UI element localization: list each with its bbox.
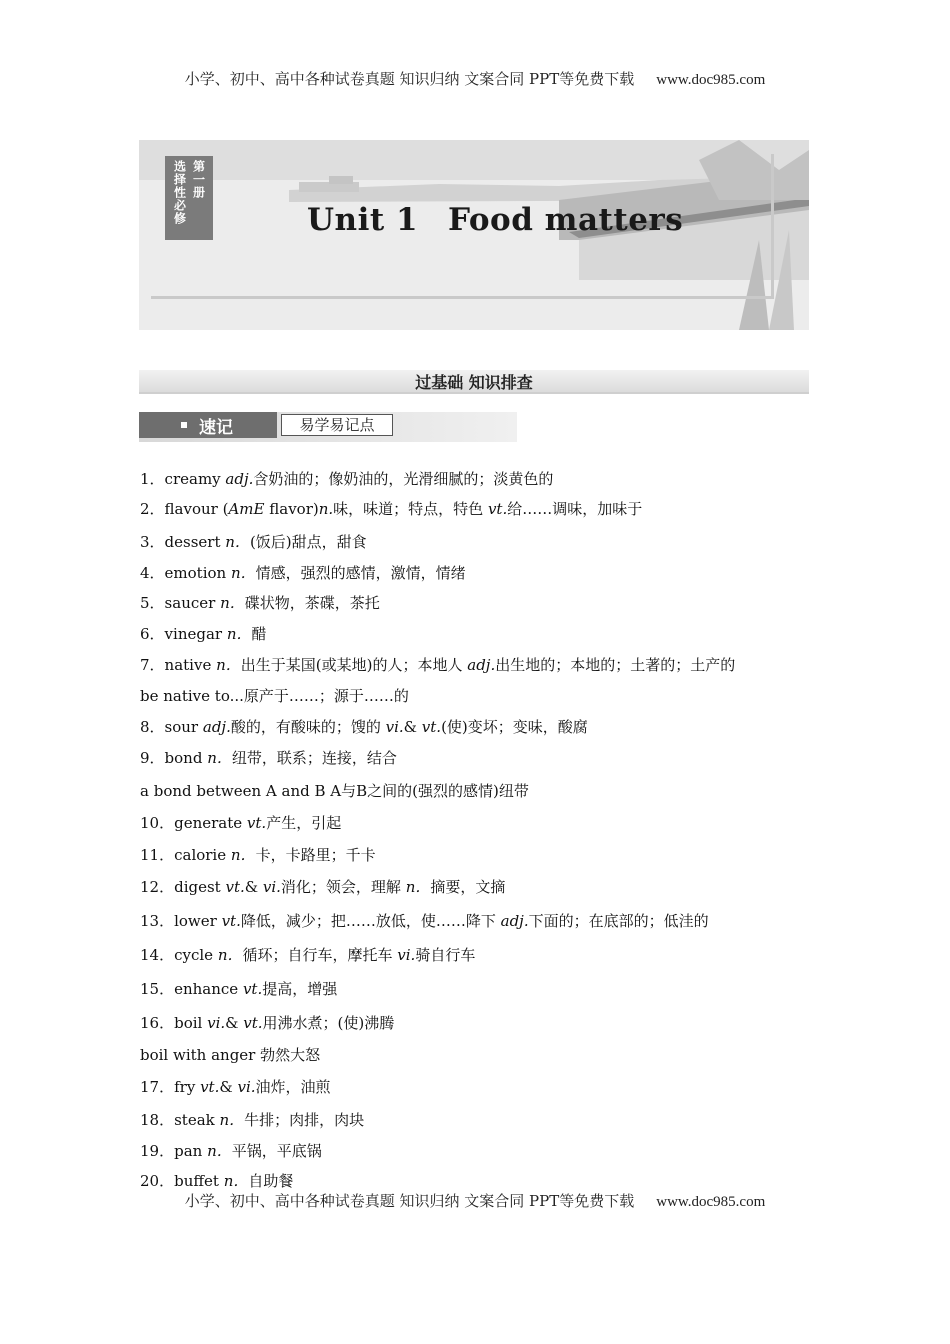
vocab-word: bond <box>164 749 208 767</box>
vocab-number: 9． <box>140 749 165 767</box>
part-of-speech: vi. <box>262 878 281 896</box>
vocab-entry <box>140 468 553 489</box>
vocab-entry <box>140 812 341 833</box>
vocab-word: creamy <box>164 470 226 488</box>
vocab-word: enhance <box>174 980 243 998</box>
part-of-speech: vt. <box>200 1078 220 1096</box>
vocab-definition: 卡，卡路里；千卡 <box>255 846 376 864</box>
vocab-number: 3． <box>140 533 165 551</box>
unit-banner <box>139 140 809 330</box>
vocab-entry <box>140 1170 293 1191</box>
vocab-definition: 纽带，联系；连接，结合 <box>231 749 397 767</box>
part-of-speech: adj. <box>500 912 529 930</box>
vocab-definition: 给……调味，加味于 <box>507 500 643 518</box>
vocab-definition: 出生地的；本地的；土著的；土产的 <box>495 656 736 674</box>
section-title: 过基础 知识排查 <box>415 373 533 392</box>
vocab-definition: 消化；领会，理解 <box>280 878 406 896</box>
part-of-speech: vt. <box>242 980 263 998</box>
vocab-word: pan <box>174 1142 208 1160</box>
volume-tag-col2: 第一册 <box>191 160 206 199</box>
vocab-definition: 碟状物，茶碟，茶托 <box>244 594 380 612</box>
vocab-definition: 情感，强烈的感情，激情，情绪 <box>255 564 466 582</box>
vocab-definition: 循环；自行车，摩托车 <box>242 946 398 964</box>
footer-url[interactable]: www.doc985.com <box>656 1194 766 1210</box>
vocab-entry <box>140 498 642 519</box>
footer-text: 小学、初中、高中各种试卷真题 知识归纳 文案合同 PPT等免费下载 <box>184 1192 635 1210</box>
part-of-speech: vi. <box>385 718 404 736</box>
part-of-speech: vi. <box>237 1078 256 1096</box>
vocab-word: digest <box>174 878 226 896</box>
site-header <box>0 68 950 89</box>
vocab-word: dessert <box>164 533 226 551</box>
section-bar <box>139 370 809 394</box>
vocab-definition: 醋 <box>251 625 267 643</box>
part-of-speech: vt. <box>487 500 508 518</box>
vocab-number: 10． <box>140 814 175 832</box>
vocab-definition: 酸的，有酸味的；馊的 <box>230 718 386 736</box>
subsection-dark-label <box>139 412 277 438</box>
vocab-entry <box>140 844 376 865</box>
part-of-speech: vi. <box>207 1014 226 1032</box>
vocab-number: 15． <box>140 980 175 998</box>
part-of-speech: n. <box>318 500 334 518</box>
vocab-word: fry <box>174 1078 201 1096</box>
part-of-speech: n． <box>216 656 241 674</box>
vocab-entry <box>140 531 367 552</box>
vocab-entry <box>140 1076 331 1097</box>
vocab-definition: 下面的；在底部的；低洼的 <box>528 912 709 930</box>
vocab-definition: 产生，引起 <box>266 814 342 832</box>
part-of-speech: vi. <box>397 946 416 964</box>
vocab-number: 4． <box>140 564 165 582</box>
vocab-definition: 含奶油的；像奶油的，光滑细腻的；淡黄色的 <box>253 470 554 488</box>
vocab-word: calorie <box>174 846 231 864</box>
vocab-number: 1． <box>140 470 165 488</box>
part-of-speech: vt. <box>225 878 245 896</box>
vocab-definition: & <box>219 1078 238 1096</box>
vocab-definition: 摘要，文摘 <box>430 878 506 896</box>
vocab-word: emotion <box>164 564 231 582</box>
part-of-speech: n． <box>226 625 252 643</box>
vocab-definition: 牛排；肉排，肉块 <box>244 1111 365 1129</box>
vocab-word: lower <box>174 912 222 930</box>
vocab-entry <box>140 747 397 768</box>
vocab-definition: (饭后)甜点，甜食 <box>249 533 367 551</box>
vocab-definition: 味，味道；特点，特色 <box>333 500 488 518</box>
vocab-entry <box>140 592 380 613</box>
vocab-phrase: be native to...原产于……；源于……的 <box>140 687 409 705</box>
subsection-box-label: 易学易记点 <box>281 414 393 436</box>
part-of-speech: n． <box>230 564 256 582</box>
vocab-number: 5． <box>140 594 165 612</box>
vocab-word: vinegar <box>164 625 227 643</box>
vocab-word: native <box>164 656 217 674</box>
vocab-word: saucer <box>164 594 221 612</box>
vocab-definition: & <box>225 1014 244 1032</box>
unit-title <box>307 202 683 238</box>
vocab-word: steak <box>174 1111 220 1129</box>
vocab-word: sour <box>164 718 203 736</box>
site-footer <box>0 1190 950 1211</box>
part-of-speech: n． <box>223 1172 249 1190</box>
vocab-number: 16． <box>140 1014 175 1032</box>
vocab-variant: (AmE flavor) <box>222 500 319 518</box>
vocab-number: 14． <box>140 946 175 964</box>
part-of-speech: n． <box>220 594 245 612</box>
volume-tag <box>165 156 213 240</box>
part-of-speech: adj. <box>202 718 231 736</box>
vocab-number: 13． <box>140 912 175 930</box>
vocab-entry <box>140 1140 322 1161</box>
part-of-speech: n． <box>230 846 256 864</box>
volume-tag-col1: 选择性必修 <box>172 160 187 225</box>
vocab-number: 8． <box>140 718 165 736</box>
vocab-entry <box>140 978 337 999</box>
vocab-definition: 降低，减少；把……放低，使……降下 <box>240 912 501 930</box>
part-of-speech: n． <box>219 1111 245 1129</box>
vocab-entry <box>140 910 709 931</box>
vocab-entry <box>140 562 466 583</box>
vocab-phrase: boil with anger 勃然大怒 <box>140 1046 321 1064</box>
vocab-entry <box>140 716 588 737</box>
header-url[interactable]: www.doc985.com <box>656 72 766 88</box>
vocab-definition: 平锅，平底锅 <box>231 1142 322 1160</box>
vocab-number: 17． <box>140 1078 175 1096</box>
part-of-speech: vt. <box>246 814 267 832</box>
part-of-speech: vt. <box>221 912 241 930</box>
vocab-number: 2． <box>140 500 165 518</box>
part-of-speech: n． <box>207 1142 232 1160</box>
vocab-number: 11． <box>140 846 175 864</box>
vocab-entry <box>140 623 267 644</box>
vocab-entry <box>140 876 505 897</box>
part-of-speech: n． <box>405 878 431 896</box>
vocab-phrase: a bond between A and B A与B之间的(强烈的感情)纽带 <box>140 782 529 800</box>
part-of-speech: adj. <box>225 470 254 488</box>
vocab-word: cycle <box>174 946 218 964</box>
unit-number: Unit 1 <box>307 202 419 238</box>
vocab-definition: & <box>403 718 422 736</box>
vocab-definition: 骑自行车 <box>415 946 476 964</box>
vocab-word: buffet <box>174 1172 224 1190</box>
vocab-word: boil <box>174 1014 208 1032</box>
vocab-definition: 出生于某国(或某地)的人；本地人 <box>240 656 468 674</box>
vocab-number: 7． <box>140 656 165 674</box>
part-of-speech: n． <box>225 533 250 551</box>
vocab-number: 20． <box>140 1172 175 1190</box>
vocab-entry <box>140 1012 394 1033</box>
part-of-speech: vt. <box>421 718 442 736</box>
header-text: 小学、初中、高中各种试卷真题 知识归纳 文案合同 PPT等免费下载 <box>184 70 635 88</box>
vocab-word: generate <box>174 814 247 832</box>
vocab-definition: 油炸，油煎 <box>255 1078 331 1096</box>
vocab-entry <box>140 654 735 675</box>
vocab-word: flavour <box>164 500 223 518</box>
vocab-number: 12． <box>140 878 175 896</box>
part-of-speech: n． <box>217 946 243 964</box>
vocab-number: 19． <box>140 1142 175 1160</box>
vocab-number: 18． <box>140 1111 175 1129</box>
square-bullet-icon <box>181 422 187 428</box>
vocab-definition: (使)变坏；变味，酸腐 <box>441 718 588 736</box>
subsection-bar <box>139 412 517 442</box>
part-of-speech: vt. <box>243 1014 263 1032</box>
part-of-speech: adj. <box>467 656 496 674</box>
vocab-number: 6． <box>140 625 165 643</box>
vocab-definition: 提高，增强 <box>262 980 338 998</box>
vocab-definition: 自助餐 <box>248 1172 294 1190</box>
vocab-entry <box>140 944 475 965</box>
subsection-dark-text: 速记 <box>199 417 233 438</box>
unit-name: Food matters <box>448 202 684 238</box>
vocab-entry <box>140 1109 364 1130</box>
vocab-definition: 用沸水煮；(使)沸腾 <box>262 1014 395 1032</box>
vocab-definition: & <box>244 878 263 896</box>
part-of-speech: n． <box>207 749 232 767</box>
